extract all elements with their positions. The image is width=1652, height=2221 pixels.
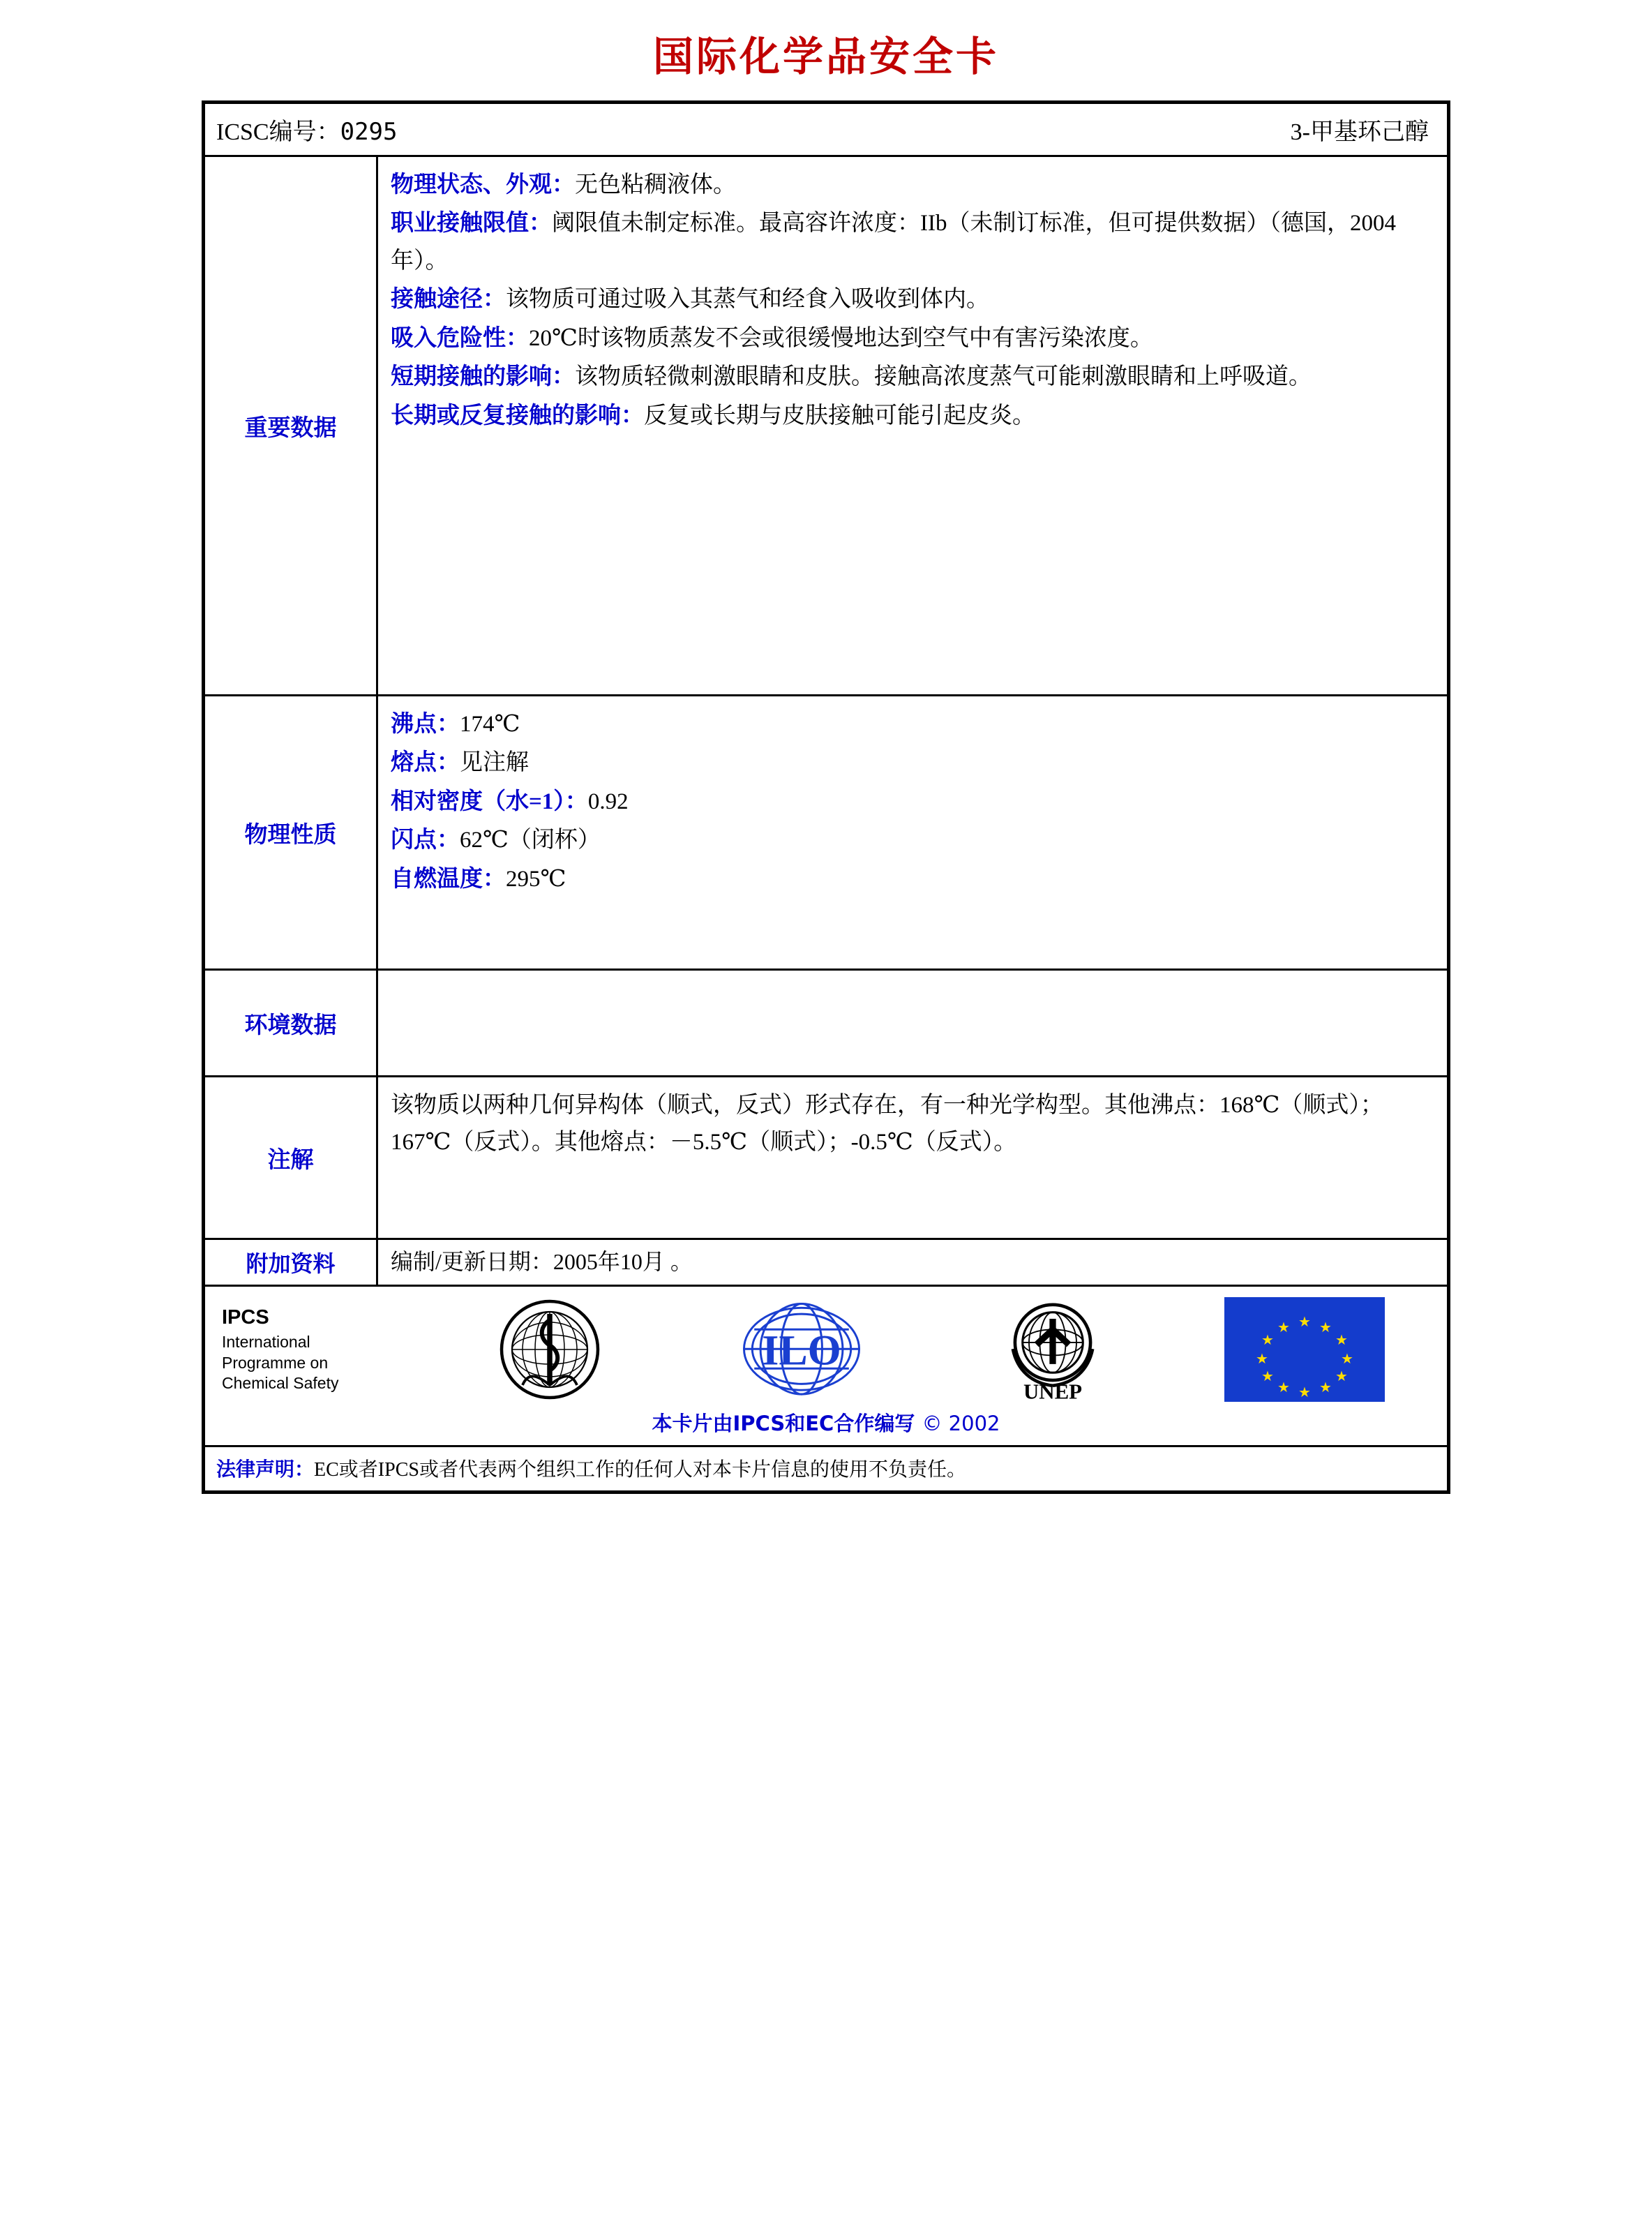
- ilo-logo-slot: [676, 1301, 928, 1398]
- data-line-text: 174℃: [460, 712, 520, 737]
- data-line-lead: 沸点：: [391, 712, 460, 737]
- data-line: [391, 1087, 1434, 1162]
- data-line: [391, 861, 1434, 898]
- ipcs-line-2: Programme on: [222, 1353, 329, 1372]
- data-line-text: 该物质以两种几何异构体（顺式，反式）形式存在，有一种光学构型。其他沸点：168℃（顺式）；167℃（反式）。其他熔点：－5.5℃（顺式）；-0.5℃（反式）。: [391, 1093, 1383, 1156]
- data-line: [391, 320, 1434, 357]
- data-line: [391, 359, 1434, 396]
- data-line-text: 20℃时该物质蒸发不会或很缓慢地达到空气中有害污染浓度。: [529, 325, 1153, 351]
- footer-logos-row: [205, 1287, 1447, 1447]
- ipcs-line-1: International: [222, 1333, 310, 1352]
- data-line-lead: 长期或反复接触的影响：: [391, 403, 644, 428]
- data-line-text: 见注解: [460, 750, 529, 776]
- section-body-physical-properties: [378, 696, 1447, 969]
- data-line: [391, 822, 1434, 859]
- data-line: [391, 205, 1434, 280]
- section-body-environmental-data: [378, 971, 1447, 1075]
- section-label-notes: 注解: [205, 1077, 378, 1238]
- data-line-text: 该物质轻微刺激眼睛和皮肤。接触高浓度蒸气可能刺激眼睛和上呼吸道。: [575, 364, 1312, 390]
- section-notes: [205, 1077, 1447, 1240]
- legal-notice-text: EC或者IPCS或者代表两个组织工作的任何人对本卡片信息的使用不负责任。: [314, 1458, 966, 1481]
- data-line: [391, 167, 1434, 204]
- credit-copyright: © 2002: [922, 1411, 1000, 1435]
- svg-text:★: ★: [1261, 1331, 1274, 1348]
- data-line: [391, 706, 1434, 743]
- data-line-text: 295℃: [506, 866, 566, 892]
- section-body-additional-info: 编制/更新日期：2005年10月 。: [391, 1249, 693, 1274]
- data-line-lead: 吸入危险性：: [391, 325, 529, 351]
- icsc-number-block: [216, 112, 397, 147]
- data-line: [391, 745, 1434, 782]
- icsc-number-label: ICSC编号：: [216, 119, 340, 145]
- credit-text: 本卡片由IPCS和EC合作编写: [652, 1411, 915, 1435]
- svg-text:★: ★: [1340, 1349, 1353, 1367]
- svg-text:★: ★: [1255, 1349, 1268, 1367]
- eu-flag-slot: [1179, 1297, 1431, 1402]
- ipcs-wordmark: [222, 1305, 424, 1393]
- section-additional-info: [205, 1240, 1447, 1287]
- svg-text:★: ★: [1335, 1331, 1348, 1348]
- svg-text:★: ★: [1319, 1378, 1332, 1396]
- section-label-important-data: 重要数据: [205, 157, 378, 694]
- ilo-logo-icon: [739, 1301, 864, 1398]
- section-label-environmental-data: 环境数据: [205, 971, 378, 1075]
- data-line-lead: 熔点：: [391, 750, 460, 776]
- icsc-number-value: 0295: [340, 118, 398, 146]
- ipcs-line-3: Chemical Safety: [222, 1374, 339, 1393]
- section-label-additional-info: 附加资料: [205, 1240, 378, 1285]
- legal-notice-label: 法律声明：: [216, 1458, 315, 1481]
- svg-text:★: ★: [1335, 1367, 1348, 1384]
- data-line-text: 无色粘稠液体。: [575, 172, 736, 197]
- substance-name: 3-甲基环己醇: [1290, 119, 1429, 145]
- data-line-text: 0.92: [587, 788, 629, 814]
- section-environmental-data: [205, 971, 1447, 1077]
- data-line-text: 阈限值未制定标准。最高容许浓度：IIb（未制订标准，但可提供数据）（德国，2004年）。: [391, 211, 1396, 274]
- data-line-lead: 物理状态、外观：: [391, 172, 575, 197]
- svg-text:★: ★: [1298, 1383, 1311, 1400]
- data-line-lead: 短期接触的影响：: [391, 364, 575, 390]
- legal-notice: [205, 1447, 1447, 1490]
- data-line-lead: 自燃温度：: [391, 866, 506, 892]
- data-line-lead: 相对密度（水=1）：: [391, 788, 588, 814]
- data-line: [391, 784, 1434, 821]
- data-line: [391, 398, 1434, 435]
- data-line-lead: 职业接触限值：: [391, 211, 552, 237]
- credit-line: [205, 1405, 1447, 1445]
- svg-text:★: ★: [1261, 1367, 1274, 1384]
- svg-text:UNEP: UNEP: [1023, 1379, 1083, 1402]
- ipcs-abbr: IPCS: [222, 1306, 269, 1329]
- page-title: 国际化学品安全卡: [652, 33, 999, 80]
- eu-flag-icon: [1224, 1297, 1385, 1402]
- logo-strip: [205, 1287, 1447, 1405]
- svg-text:ILO: ILO: [762, 1326, 841, 1375]
- section-important-data: [205, 157, 1447, 696]
- section-body-notes: [378, 1077, 1447, 1238]
- svg-text:★: ★: [1319, 1318, 1332, 1336]
- who-logo-slot: [424, 1297, 676, 1402]
- unep-logo-icon: [993, 1297, 1112, 1402]
- svg-text:★: ★: [1277, 1318, 1290, 1336]
- data-line-lead: 闪点：: [391, 828, 460, 853]
- section-label-physical-properties: 物理性质: [205, 696, 378, 969]
- data-line-text: 反复或长期与皮肤接触可能引起皮炎。: [644, 403, 1035, 428]
- who-logo-icon: [497, 1297, 602, 1402]
- section-physical-properties: [205, 696, 1447, 971]
- data-line: [391, 281, 1434, 318]
- data-line-text: 该物质可通过吸入其蒸气和经食入吸收到体内。: [506, 287, 989, 313]
- data-line-lead: 接触途径：: [391, 287, 506, 313]
- svg-text:★: ★: [1298, 1313, 1311, 1330]
- svg-text:★: ★: [1277, 1378, 1290, 1396]
- data-line-text: 62℃（闭杯）: [460, 828, 601, 853]
- section-body-important-data: [378, 157, 1447, 694]
- unep-logo-slot: [927, 1297, 1179, 1402]
- card-header: [205, 104, 1447, 157]
- icsc-card: [202, 100, 1450, 1494]
- document-page: [0, 24, 1652, 1494]
